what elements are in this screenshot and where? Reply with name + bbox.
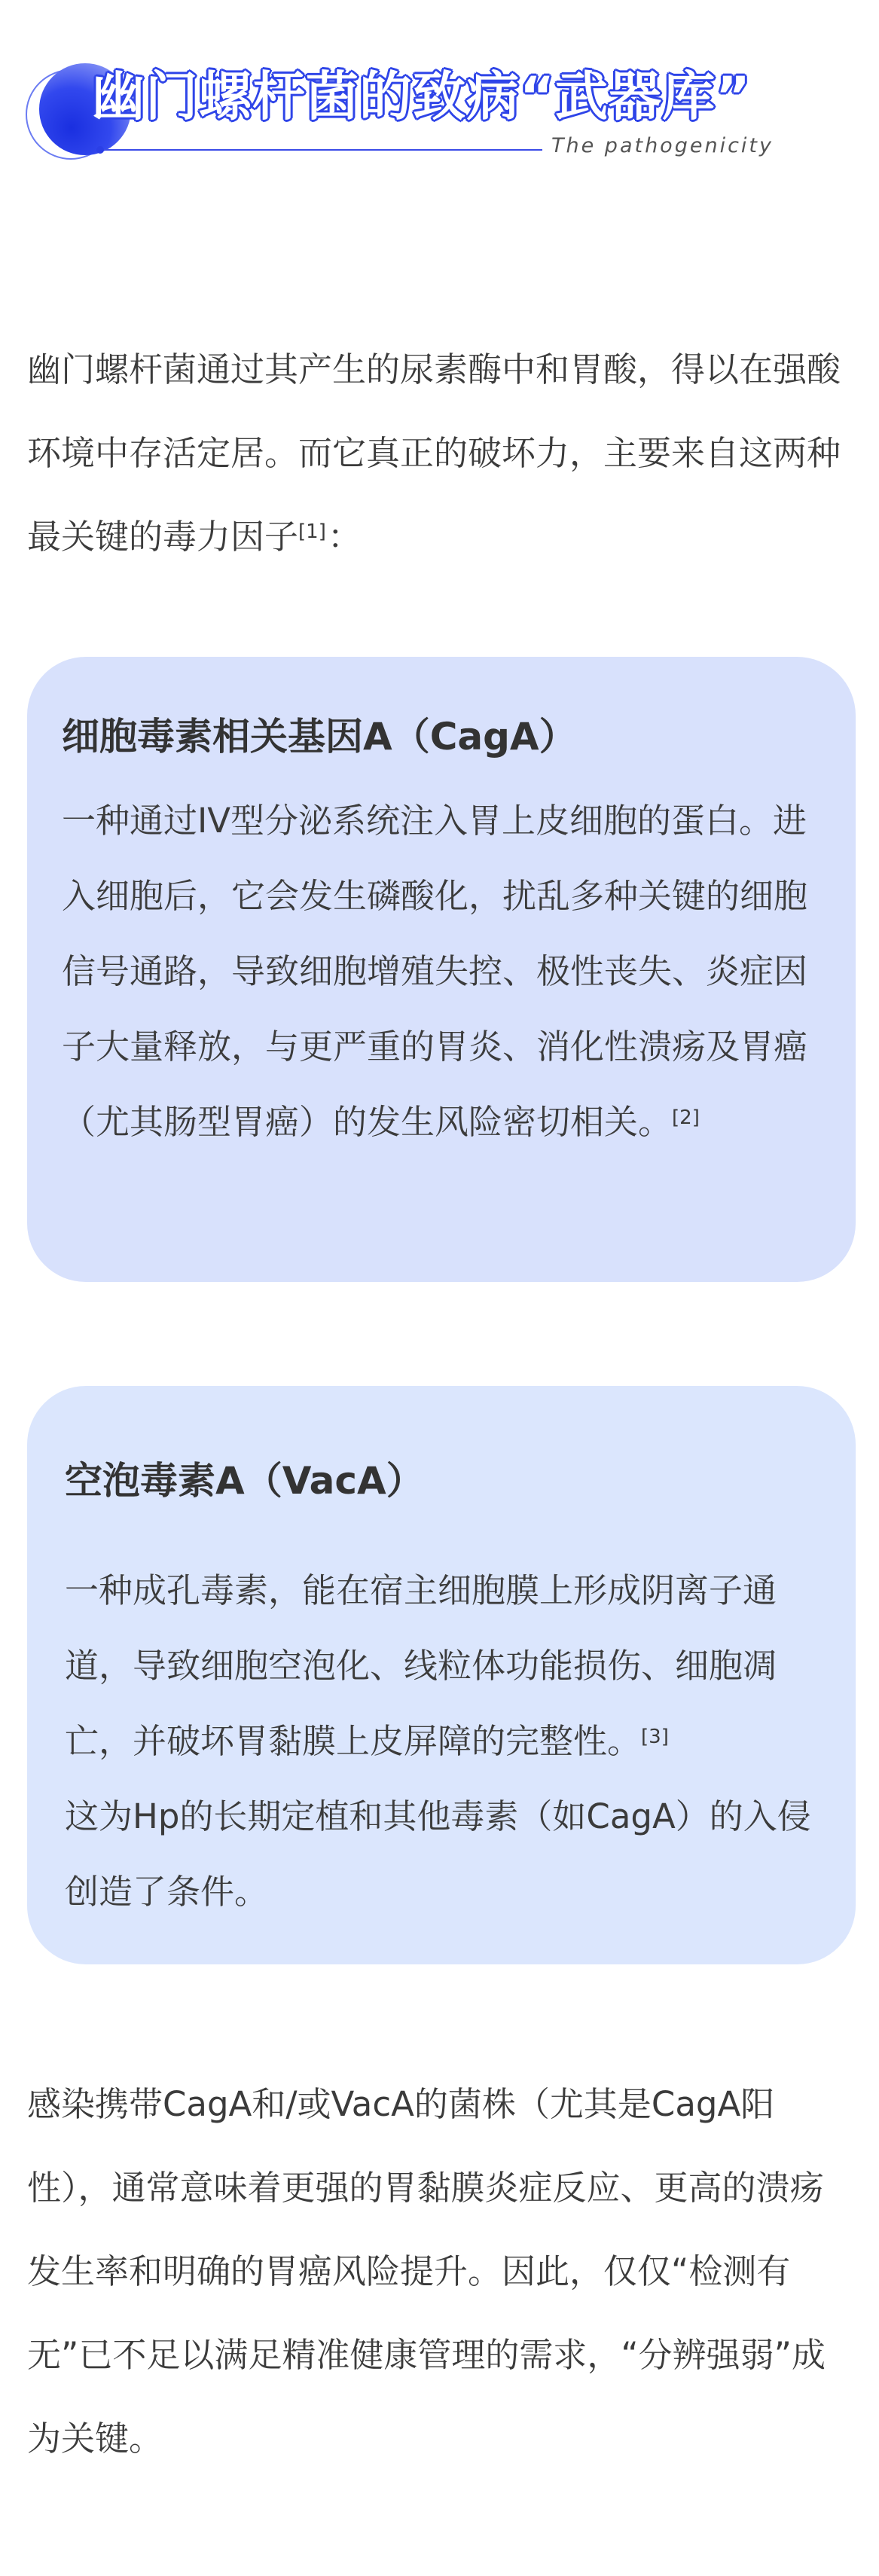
vac-a-card	[27, 1386, 856, 1964]
page-subtitle: The pathogenicity	[551, 134, 774, 157]
outro-text: 感染携带CagA和/或VacA的菌株（尤其是CagA阳性），通常意味着更强的胃黏膜炎症反应、更高的溃疡发生率和明确的胃癌风险提升。因此，仅仅“检测有无”已不足以满足精准健康管理的需求，“分辨强弱”成为关键。	[27, 2084, 826, 2458]
reference-marker-1[interactable]: [1]	[298, 520, 326, 543]
vac-a-description	[65, 1553, 841, 1930]
intro-colon: ：	[327, 517, 362, 557]
reference-marker-3[interactable]: [3]	[641, 1726, 669, 1748]
cag-a-title: 细胞毒素相关基因A（CagA）	[62, 715, 577, 758]
header-line-dot	[96, 146, 104, 154]
cag-a-description	[62, 783, 838, 1160]
header-underline	[104, 149, 542, 151]
cag-a-body-text: 一种通过IV型分泌系统注入胃上皮细胞的蛋白。进入细胞后，它会发生磷酸化，扰乱多种关键的细胞信号通路，导致细胞增殖失控、极性丧失、炎症因子大量释放，与更严重的胃炎、消化性溃疡及胃癌（尤其肠型胃癌）的发生风险密切相关。	[62, 801, 808, 1142]
reference-marker-2[interactable]: [2]	[672, 1106, 700, 1129]
outro-paragraph	[27, 2062, 856, 2480]
section-header	[0, 0, 879, 173]
vac-a-body-text: 一种成孔毒素，能在宿主细胞膜上形成阴离子通道，导致细胞空泡化、线粒体功能损伤、细胞凋亡，并破坏胃黏膜上皮屏障的完整性。	[65, 1570, 777, 1761]
intro-text: 幽门螺杆菌通过其产生的尿素酶中和胃酸，得以在强酸环境中存活定居。而它真正的破坏力，主要来自这两种最关键的毒力因子	[27, 349, 841, 557]
vac-a-title: 空泡毒素A（VacA）	[65, 1459, 424, 1503]
vac-a-body-text-continued: 这为Hp的长期定植和其他毒素（如CagA）的入侵创造了条件。	[65, 1796, 811, 1912]
page-title: 幽门螺杆菌的致病“武器库”	[92, 66, 752, 127]
cag-a-card	[27, 657, 856, 1282]
intro-paragraph	[27, 328, 856, 578]
